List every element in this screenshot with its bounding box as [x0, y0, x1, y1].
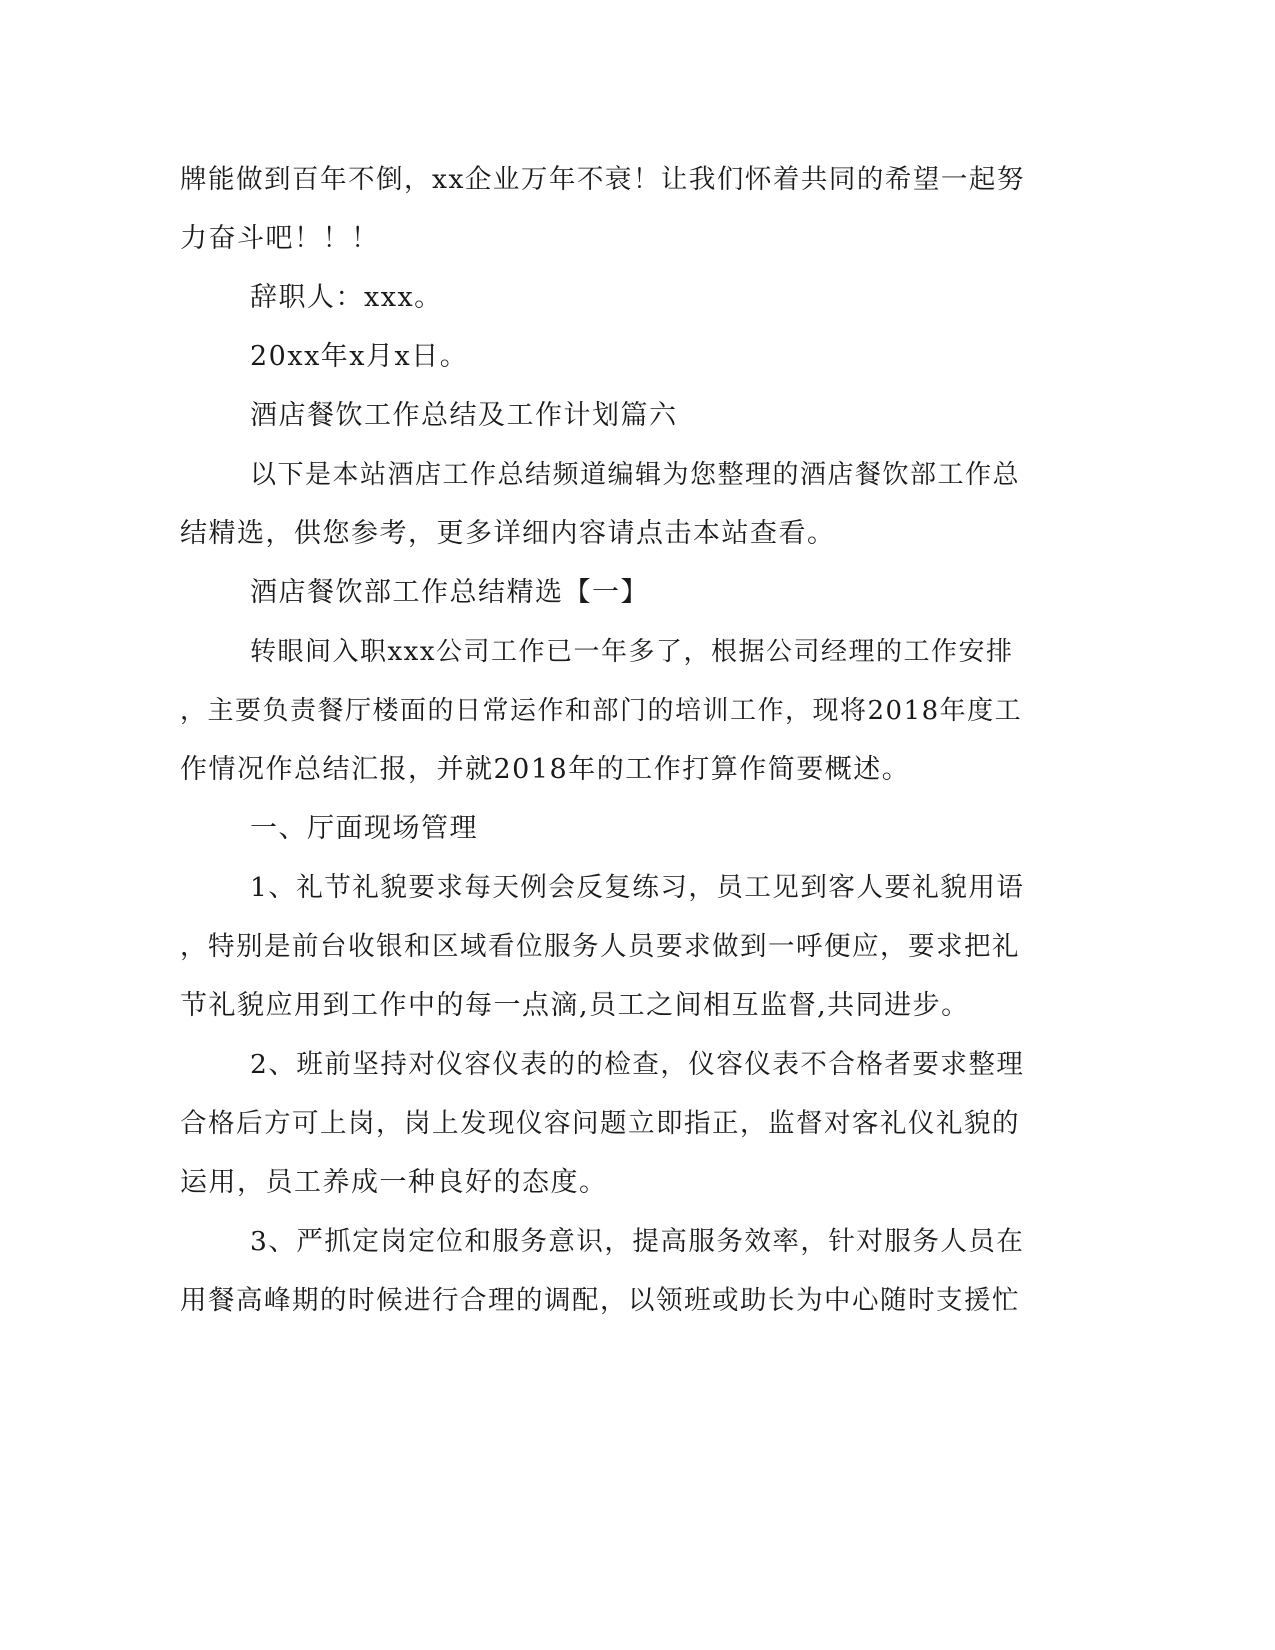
section-title: 酒店餐饮工作总结及工作计划篇六: [250, 400, 678, 431]
text-line: 1、礼节礼貌要求每天例会反复练习，员工见到客人要礼貌用语: [250, 872, 1025, 903]
text-line: 用餐高峰期的时候进行合理的调配，以领班或助长为中心随时支援忙: [180, 1285, 1020, 1316]
text-line: 转眼间入职xxx公司工作已一年多了，根据公司经理的工作安排: [250, 637, 1014, 667]
subsection-title: 酒店餐饮部工作总结精选【一】: [250, 577, 649, 608]
text-line: 合格后方可上岗，岗上发现仪容问题立即指正，监督对客礼仪礼貌的: [180, 1108, 1020, 1139]
text-line: 作情况作总结汇报，并就2018年的工作打算作简要概述。: [180, 754, 911, 785]
text-line: 结精选，供您参考，更多详细内容请点击本站查看。: [180, 518, 836, 549]
text-line: 牌能做到百年不倒，xx企业万年不衰！让我们怀着共同的希望一起努: [180, 164, 1025, 195]
text-line: ，特别是前台收银和区域看位服务人员要求做到一呼便应，要求把礼: [180, 931, 1020, 962]
text-line: 力奋斗吧！！！: [180, 223, 380, 254]
text-line: 运用，员工养成一种良好的态度。: [180, 1167, 608, 1198]
text-line: 以下是本站酒店工作总结频道编辑为您整理的酒店餐饮部工作总: [250, 460, 1021, 490]
text-line: ，主要负责餐厅楼面的日常运作和部门的培训工作，现将2018年度工: [180, 696, 1023, 726]
text-line: 3、严抓定岗定位和服务意识，提高服务效率，针对服务人员在: [250, 1226, 1025, 1257]
signature-line: 辞职人：xxx。: [250, 282, 443, 313]
text-line: 节礼貌应用到工作中的每一点滴,员工之间相互监督,共同进步。: [180, 990, 970, 1021]
date-line: 20xx年x月x日。: [250, 341, 469, 372]
heading-line: 一、厅面现场管理: [250, 813, 478, 844]
text-line: 2、班前坚持对仪容仪表的的检查，仪容仪表不合格者要求整理: [250, 1049, 1025, 1080]
